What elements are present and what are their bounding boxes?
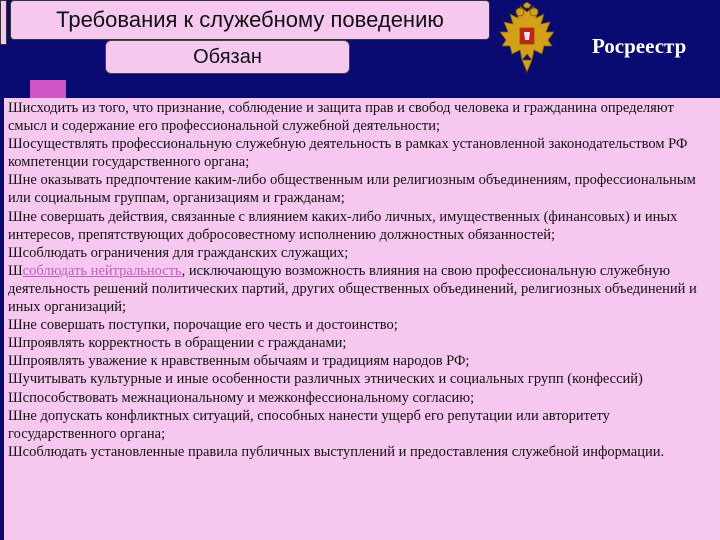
duties-list <box>4 98 720 540</box>
list-item: Шсоблюдать установленные правила публичных выступлений и предоставления служебной информации. <box>8 443 665 460</box>
list-item: Шпроявлять уважение к нравственным обычаям и традициям народов РФ; <box>8 353 470 370</box>
page-title <box>10 0 490 40</box>
decorative-block <box>30 80 66 100</box>
list-item: Шспособствовать межнациональному и межконфессиональному согласию; <box>8 389 475 406</box>
list-item-neutrality <box>8 262 716 316</box>
list-item: Шне оказывать предпочтение каким-либо общественным или религиозным объединениям, профессиональным или социальным группам, организациям и гражданам; <box>8 172 696 207</box>
list-item: Шосуществлять профессиональную служебную деятельность в рамках установленной законодательством РФ компетенции государственного органа; <box>8 136 688 171</box>
list-item-text: , исключающую возможность влияния на свою профессиональную служебную деятельность решений политических партий, других общественных объединений, религиозных объединений и иных организаций; <box>8 262 697 316</box>
list-item: Шсоблюдать ограничения для гражданских служащих; <box>8 244 349 261</box>
page-title-text: Требования к служебному поведению <box>56 7 444 32</box>
list-item: Шне совершать действия, связанные с влиянием каких-либо личных, имущественных (финансовых) и иных интересов, препятствующих добросовестному исполнению должностных обязанностей; <box>8 208 678 243</box>
list-item: Шучитывать культурные и иные особенности различных этнических и социальных групп (конфессий) <box>8 371 643 388</box>
list-item: Шне допускать конфликтных ситуаций, способных нанести ущерб его репутации или авторитету государственного органа; <box>8 407 610 442</box>
list-item-prefix: Ш <box>8 262 23 279</box>
section-label-text: Обязан <box>193 45 262 68</box>
list-item: Шпроявлять корректность в обращении с гражданами; <box>8 335 347 352</box>
list-item: Шне совершать поступки, порочащие его честь и достоинство; <box>8 317 398 334</box>
coat-of-arms-icon <box>496 2 558 76</box>
neutrality-link[interactable]: соблюдать нейтральность <box>22 262 182 279</box>
brand-name: Росреестр <box>592 34 687 58</box>
section-label <box>105 40 350 74</box>
left-edge-bar <box>0 0 7 45</box>
list-item: Шисходить из того, что признание, соблюдение и защита прав и свобод человека и гражданина определяют смысл и содержание его профессиональной служебной деятельности; <box>8 100 674 135</box>
